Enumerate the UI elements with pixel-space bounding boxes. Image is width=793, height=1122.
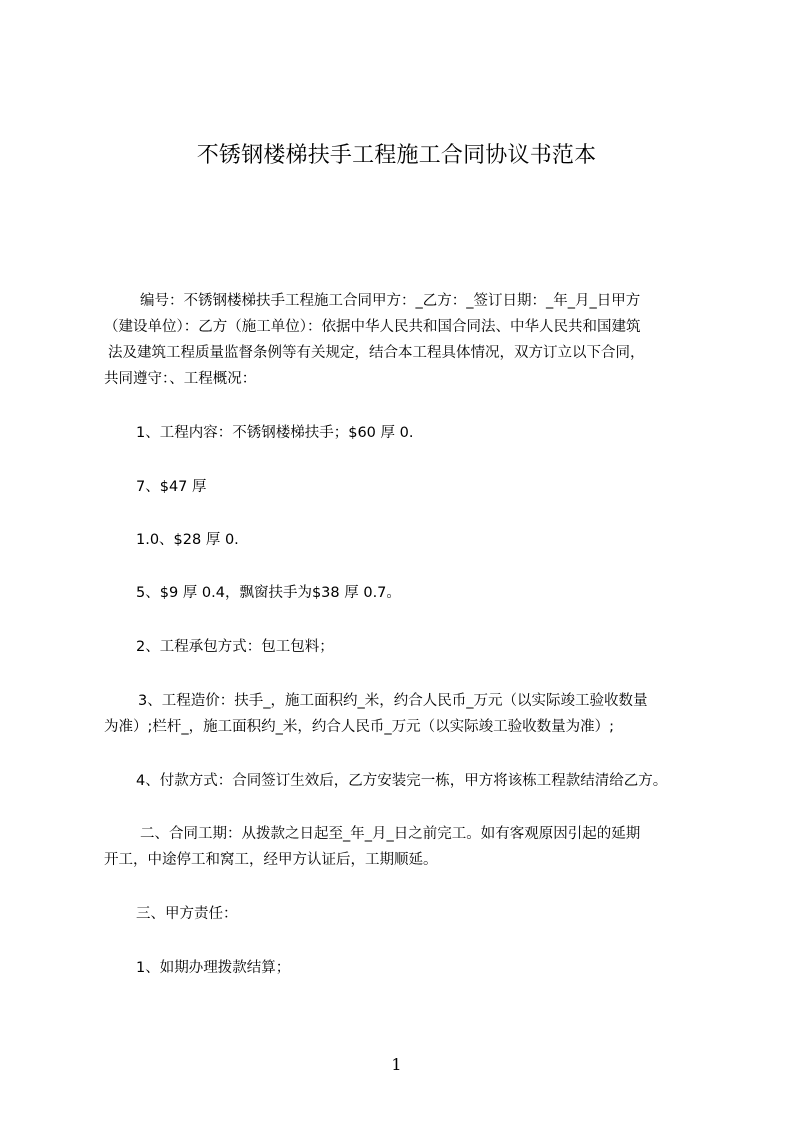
contract-intro-paragraph (104, 288, 716, 392)
paragraph-line: 4、付款方式：合同签订生效后，乙方安装完一栋，甲方将该栋工程款结清给乙方。 (136, 773, 668, 789)
paragraph-line: 法及建筑工程质量监督条例等有关规定，结合本工程具体情况，双方订立以下合同， (108, 345, 645, 361)
contract-cost-paragraph (104, 688, 716, 740)
paragraph-line: 为准）;栏杆_，施工面积约_米，约合人民币_万元（以实际竣工验收数量为准）; (104, 719, 615, 735)
paragraph-line: 5、$9 厚 0.4，飘窗扶手为$38 厚 0.7。 (136, 585, 401, 601)
paragraph-line: 开工，中途停工和窝工，经甲方认证后，工期顺延。 (104, 852, 438, 868)
project-spec-paragraph (104, 527, 716, 553)
payment-settlement-paragraph (104, 955, 716, 981)
document-title: 不锈钢楼梯扶手工程施工合同协议书范本 (196, 143, 597, 168)
paragraph-line: 二、合同工期：从拨款之日起至_年_月_日之前完工。如有客观原因引起的延期 (140, 826, 641, 842)
project-content-paragraph (104, 420, 716, 446)
paragraph-line: 1、工程内容：不锈钢楼梯扶手；$60 厚 0. (136, 425, 414, 441)
project-spec-paragraph (104, 474, 716, 500)
contract-schedule-paragraph (104, 821, 716, 873)
party-a-responsibility-heading (104, 901, 716, 927)
paragraph-line: 三、甲方责任： (136, 906, 238, 922)
paragraph-line: 1.0、$28 厚 0. (136, 532, 239, 548)
page-number: 1 (391, 1055, 402, 1074)
payment-method-paragraph (104, 768, 716, 794)
paragraph-line: 共同遵守：、工程概况： (104, 371, 257, 387)
paragraph-line: 1、如期办理拨款结算； (136, 960, 291, 976)
paragraph-line: 3、工程造价：扶手_，施工面积约_米，约合人民币_万元（以实际竣工验收数量 (138, 693, 648, 709)
project-spec-paragraph (104, 580, 716, 606)
paragraph-line: （建设单位）：乙方（施工单位）：依据中华人民共和国合同法、中华人民共和国建筑 (104, 319, 641, 335)
paragraph-line: 7、$47 厚 (136, 479, 207, 495)
paragraph-line: 2、工程承包方式：包工包料； (136, 639, 334, 655)
contract-method-paragraph (104, 634, 716, 660)
paragraph-line: 编号：不锈钢楼梯扶手工程施工合同甲方：_乙方：_签订日期：_年_月_日甲方 (140, 293, 641, 309)
